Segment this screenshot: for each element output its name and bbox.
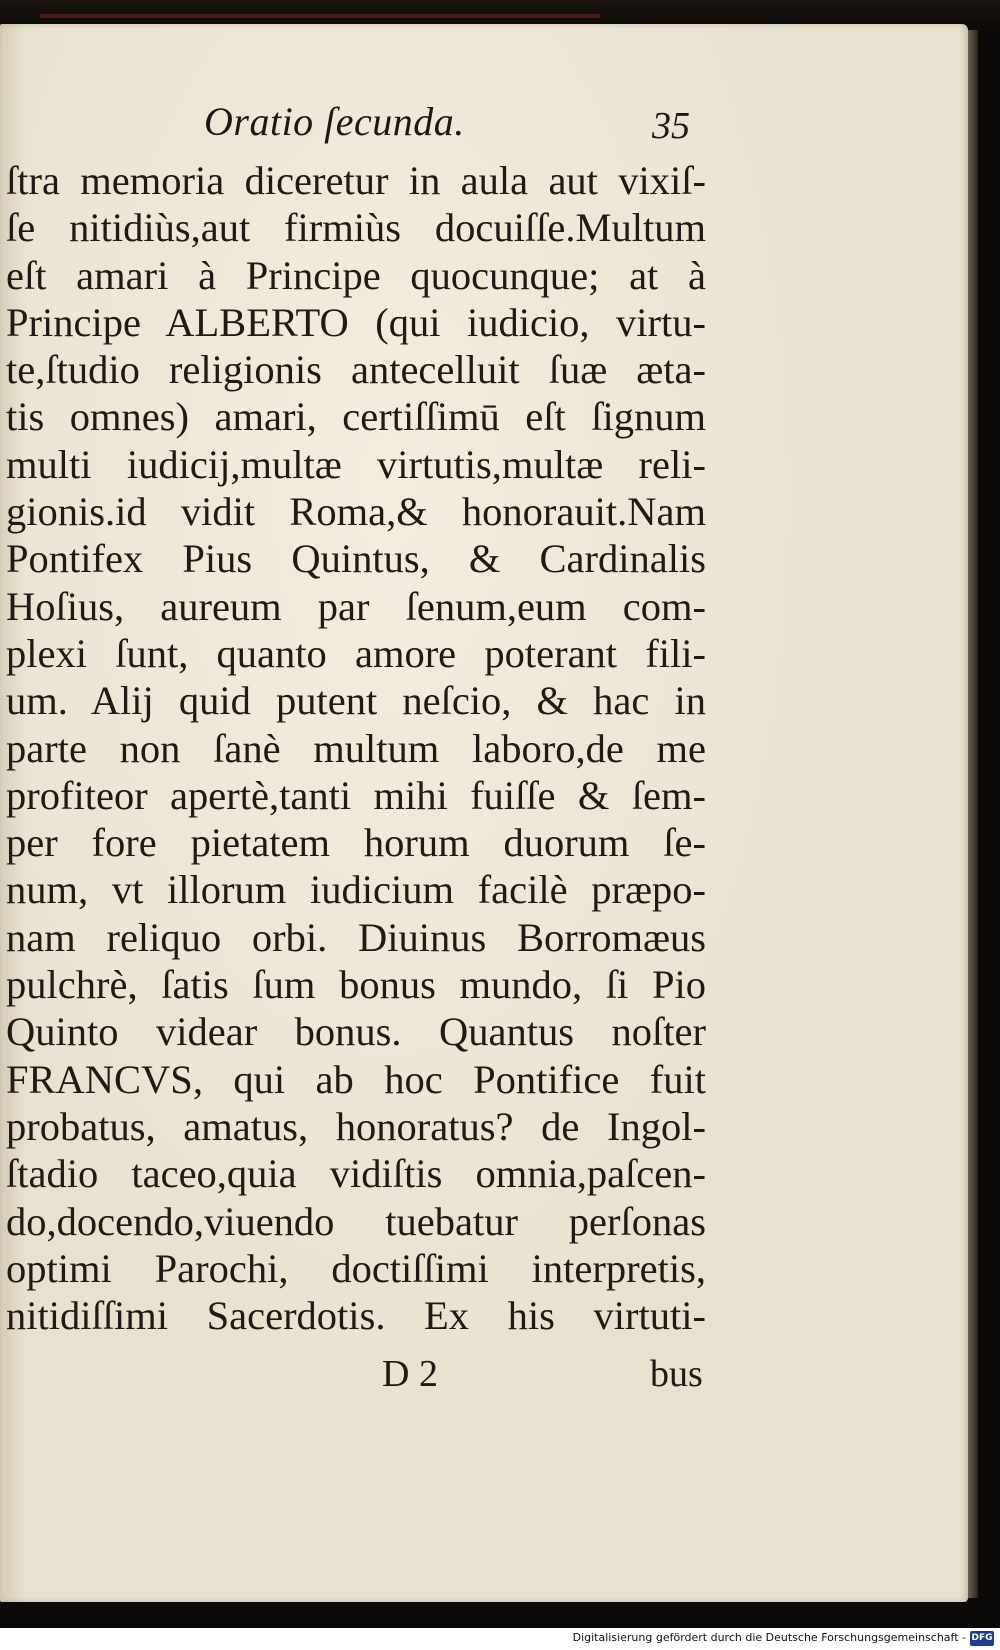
text-line: tis omnes) amari, certiſſimū eſt ſignum [6, 394, 706, 440]
text-line: profiteor apertè,tanti mihi fuiſſe & ſem- [6, 772, 706, 818]
book-binding-top [0, 0, 1000, 26]
text-line: probatus, amatus, honoratus? de Ingol- [6, 1103, 706, 1149]
text-line: plexi ſunt, quanto amore poterant fili- [6, 630, 706, 676]
text-line: Pontifex Pius Quintus, & Cardinalis [6, 536, 706, 582]
text-line: te,ſtudio religionis antecelluit ſuæ æta- [6, 347, 706, 393]
page-edge-shadow [968, 30, 978, 1598]
dfg-logo-icon: DFG [970, 1631, 994, 1646]
credit-text: Digitalisierung gefördert durch die Deutsche Forschungsgemeinschaft - [572, 1631, 966, 1644]
signature-mark: D 2 [382, 1353, 438, 1395]
text-line: Quinto videar bonus. Quantus noſter [6, 1009, 706, 1055]
page-header [0, 78, 968, 148]
text-line: parte non ſanè multum laboro,de me [6, 725, 706, 771]
running-title: Oratio ſecunda. [204, 99, 465, 144]
page-footer [0, 1352, 968, 1402]
text-line: eſt amari à Principe quocunque; at à [6, 252, 706, 298]
text-line: Hoſius, aureum par ſenum,eum com- [6, 583, 706, 629]
book-page [0, 24, 968, 1602]
text-line: ſtadio taceo,quia vidiſtis omnia,paſcen- [6, 1151, 706, 1197]
text-line: ſtra memoria diceretur in aula aut vixiſ- [6, 158, 706, 203]
text-line: ſe nitidiùs,aut firmiùs docuiſſe.Multum [6, 205, 706, 251]
body-text [6, 157, 706, 1339]
binding-thread [40, 14, 600, 18]
text-line: gionis.id vidit Roma,& honorauit.Nam [6, 489, 706, 535]
text-line: nam reliquo orbi. Diuinus Borromæus [6, 914, 706, 960]
text-line: pulchrè, ſatis ſum bonus mundo, ſi Pio [6, 962, 706, 1008]
text-line: do,docendo,viuendo tuebatur perſonas [6, 1198, 706, 1244]
digitization-credit-bar [0, 1628, 1000, 1650]
text-line: num, vt illorum iudicium facilè præpo- [6, 867, 706, 913]
catchword: bus [650, 1353, 703, 1395]
text-line: FRANCVS, qui ab hoc Pontifice fuit [6, 1056, 706, 1102]
text-line: per fore pietatem horum duorum ſe- [6, 820, 706, 866]
text-line: multi iudicij,multæ virtutis,multæ reli- [6, 441, 706, 487]
text-line: nitidiſſimi Sacerdotis. Ex his virtuti- [6, 1293, 706, 1339]
text-line: optimi Parochi, doctiſſimi interpretis, [6, 1245, 706, 1291]
page-number: 35 [652, 105, 690, 147]
text-line: Principe ALBERTO (qui iudicio, virtu- [6, 299, 706, 345]
text-line: um. Alij quid putent neſcio, & hac in [6, 678, 706, 724]
